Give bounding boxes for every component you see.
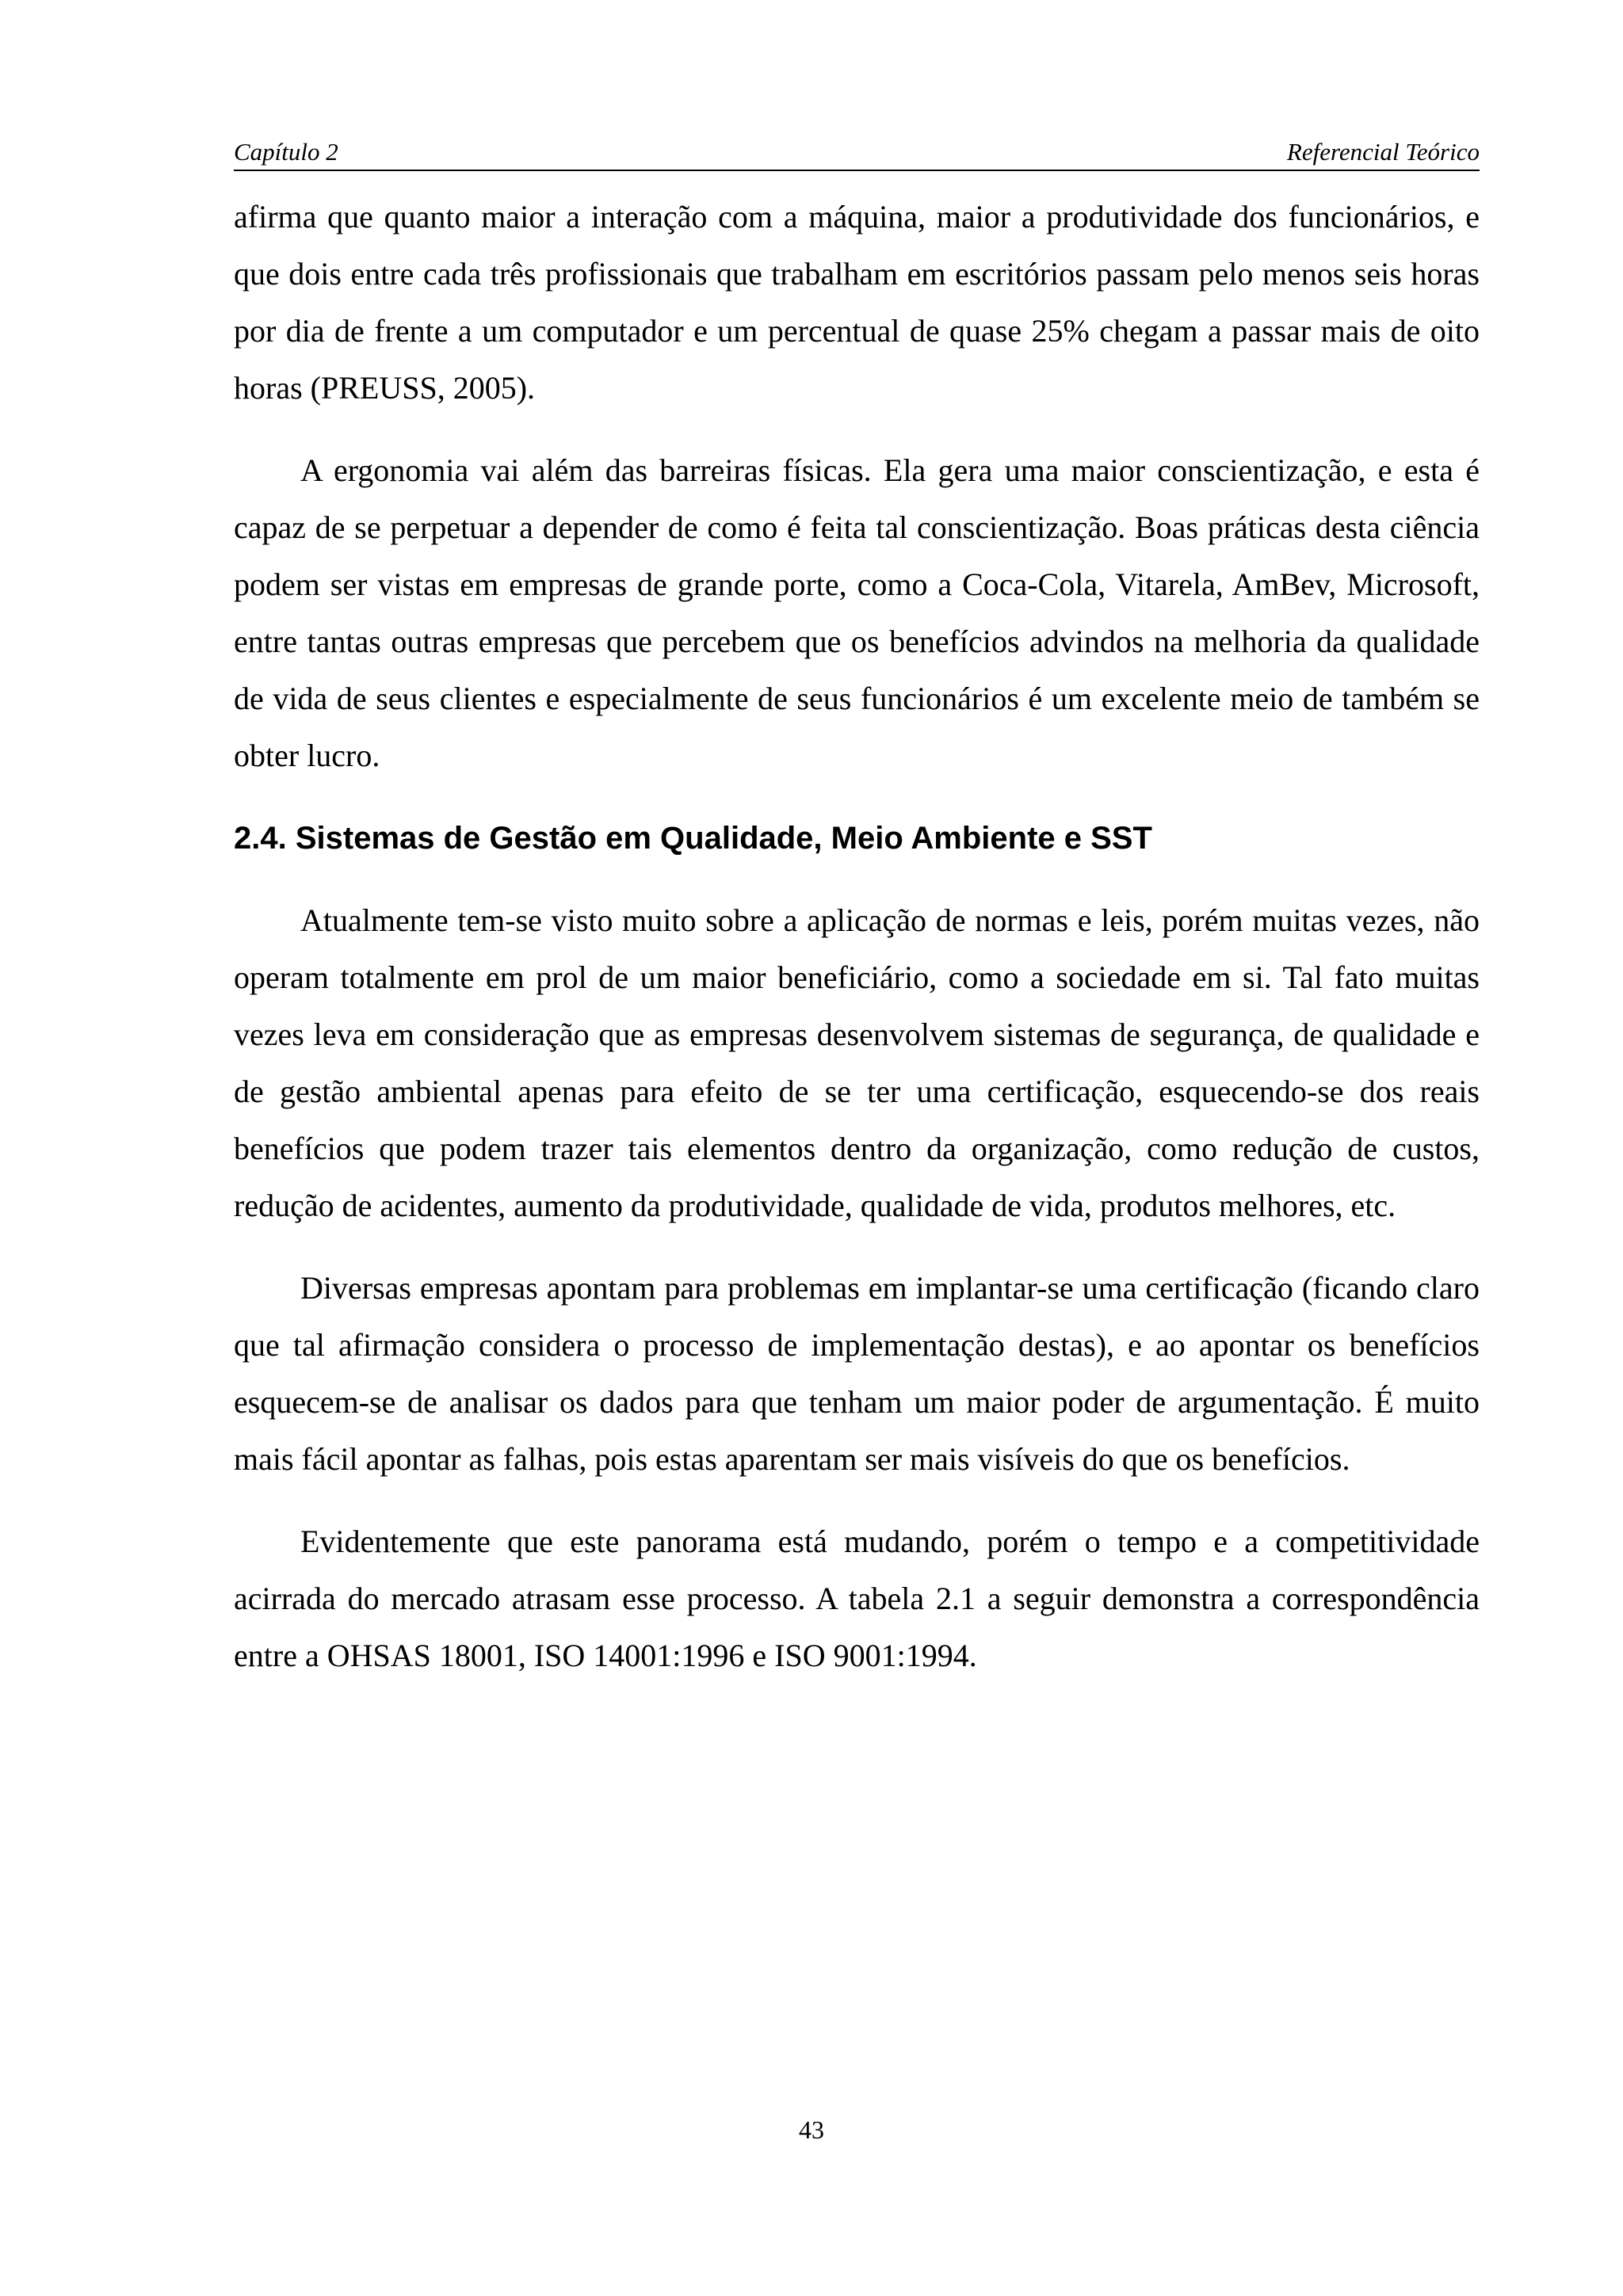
- paragraph-2: A ergonomia vai além das barreiras físicas. Ela gera uma maior conscientização, e esta é capaz de se perpetuar a depender de como é feita tal conscientização. Boas práticas desta ciência podem ser vistas em empresas de grande porte, como a Coca-Cola, Vitarela, AmBev, Microsoft, entre tantas outras empresas que percebem que os benefícios advindos na melhoria da qualidade de vida de seus clientes e especialmente de seus funcionários é um excelente meio de também se obter lucro.: [234, 452, 1480, 773]
- header-chapter: Capítulo 2: [234, 138, 338, 166]
- header-section: Referencial Teórico: [1286, 138, 1480, 166]
- body-text: [234, 189, 1480, 1684]
- paragraph-4: Diversas empresas apontam para problemas em implantar-se uma certificação (ficando claro que tal afirmação considera o processo de implementação destas), e ao apontar os benefícios esquecem-se de analisar os dados para que tenham um maior poder de argumentação. É muito mais fácil apontar as falhas, pois estas aparentam ser mais visíveis do que os benefícios.: [234, 1270, 1480, 1477]
- page-number: 43: [799, 2115, 824, 2144]
- paragraph-3: Atualmente tem-se visto muito sobre a aplicação de normas e leis, porém muitas vezes, não operam totalmente em prol de um maior beneficiário, como a sociedade em si. Tal fato muitas vezes leva em consideração que as empresas desenvolvem sistemas de segurança, de qualidade e de gestão ambiental apenas para efeito de se ter uma certificação, esquecendo-se dos reais benefícios que podem trazer tais elementos dentro da organização, como redução de custos, redução de acidentes, aumento da produtividade, qualidade de vida, produtos melhores, etc.: [234, 902, 1480, 1223]
- header-rule: [234, 170, 1480, 171]
- paragraph-5: Evidentemente que este panorama está mudando, porém o tempo e a competitividade acirrada do mercado atrasam esse processo. A tabela 2.1 a seguir demonstra a correspondência entre a OHSAS 18001, ISO 14001:1996 e ISO 9001:1994.: [234, 1524, 1480, 1673]
- section-heading: 2.4. Sistemas de Gestão em Qualidade, Meio Ambiente e SST: [234, 821, 1152, 856]
- running-header: [234, 133, 1480, 171]
- paragraph-1: afirma que quanto maior a interação com a máquina, maior a produtividade dos funcionários, e que dois entre cada três profissionais que trabalham em escritórios passam pelo menos seis horas por dia de frente a um computador e um percentual de quase 25% chegam a passar mais de oito horas (PREUSS, 2005).: [234, 199, 1480, 406]
